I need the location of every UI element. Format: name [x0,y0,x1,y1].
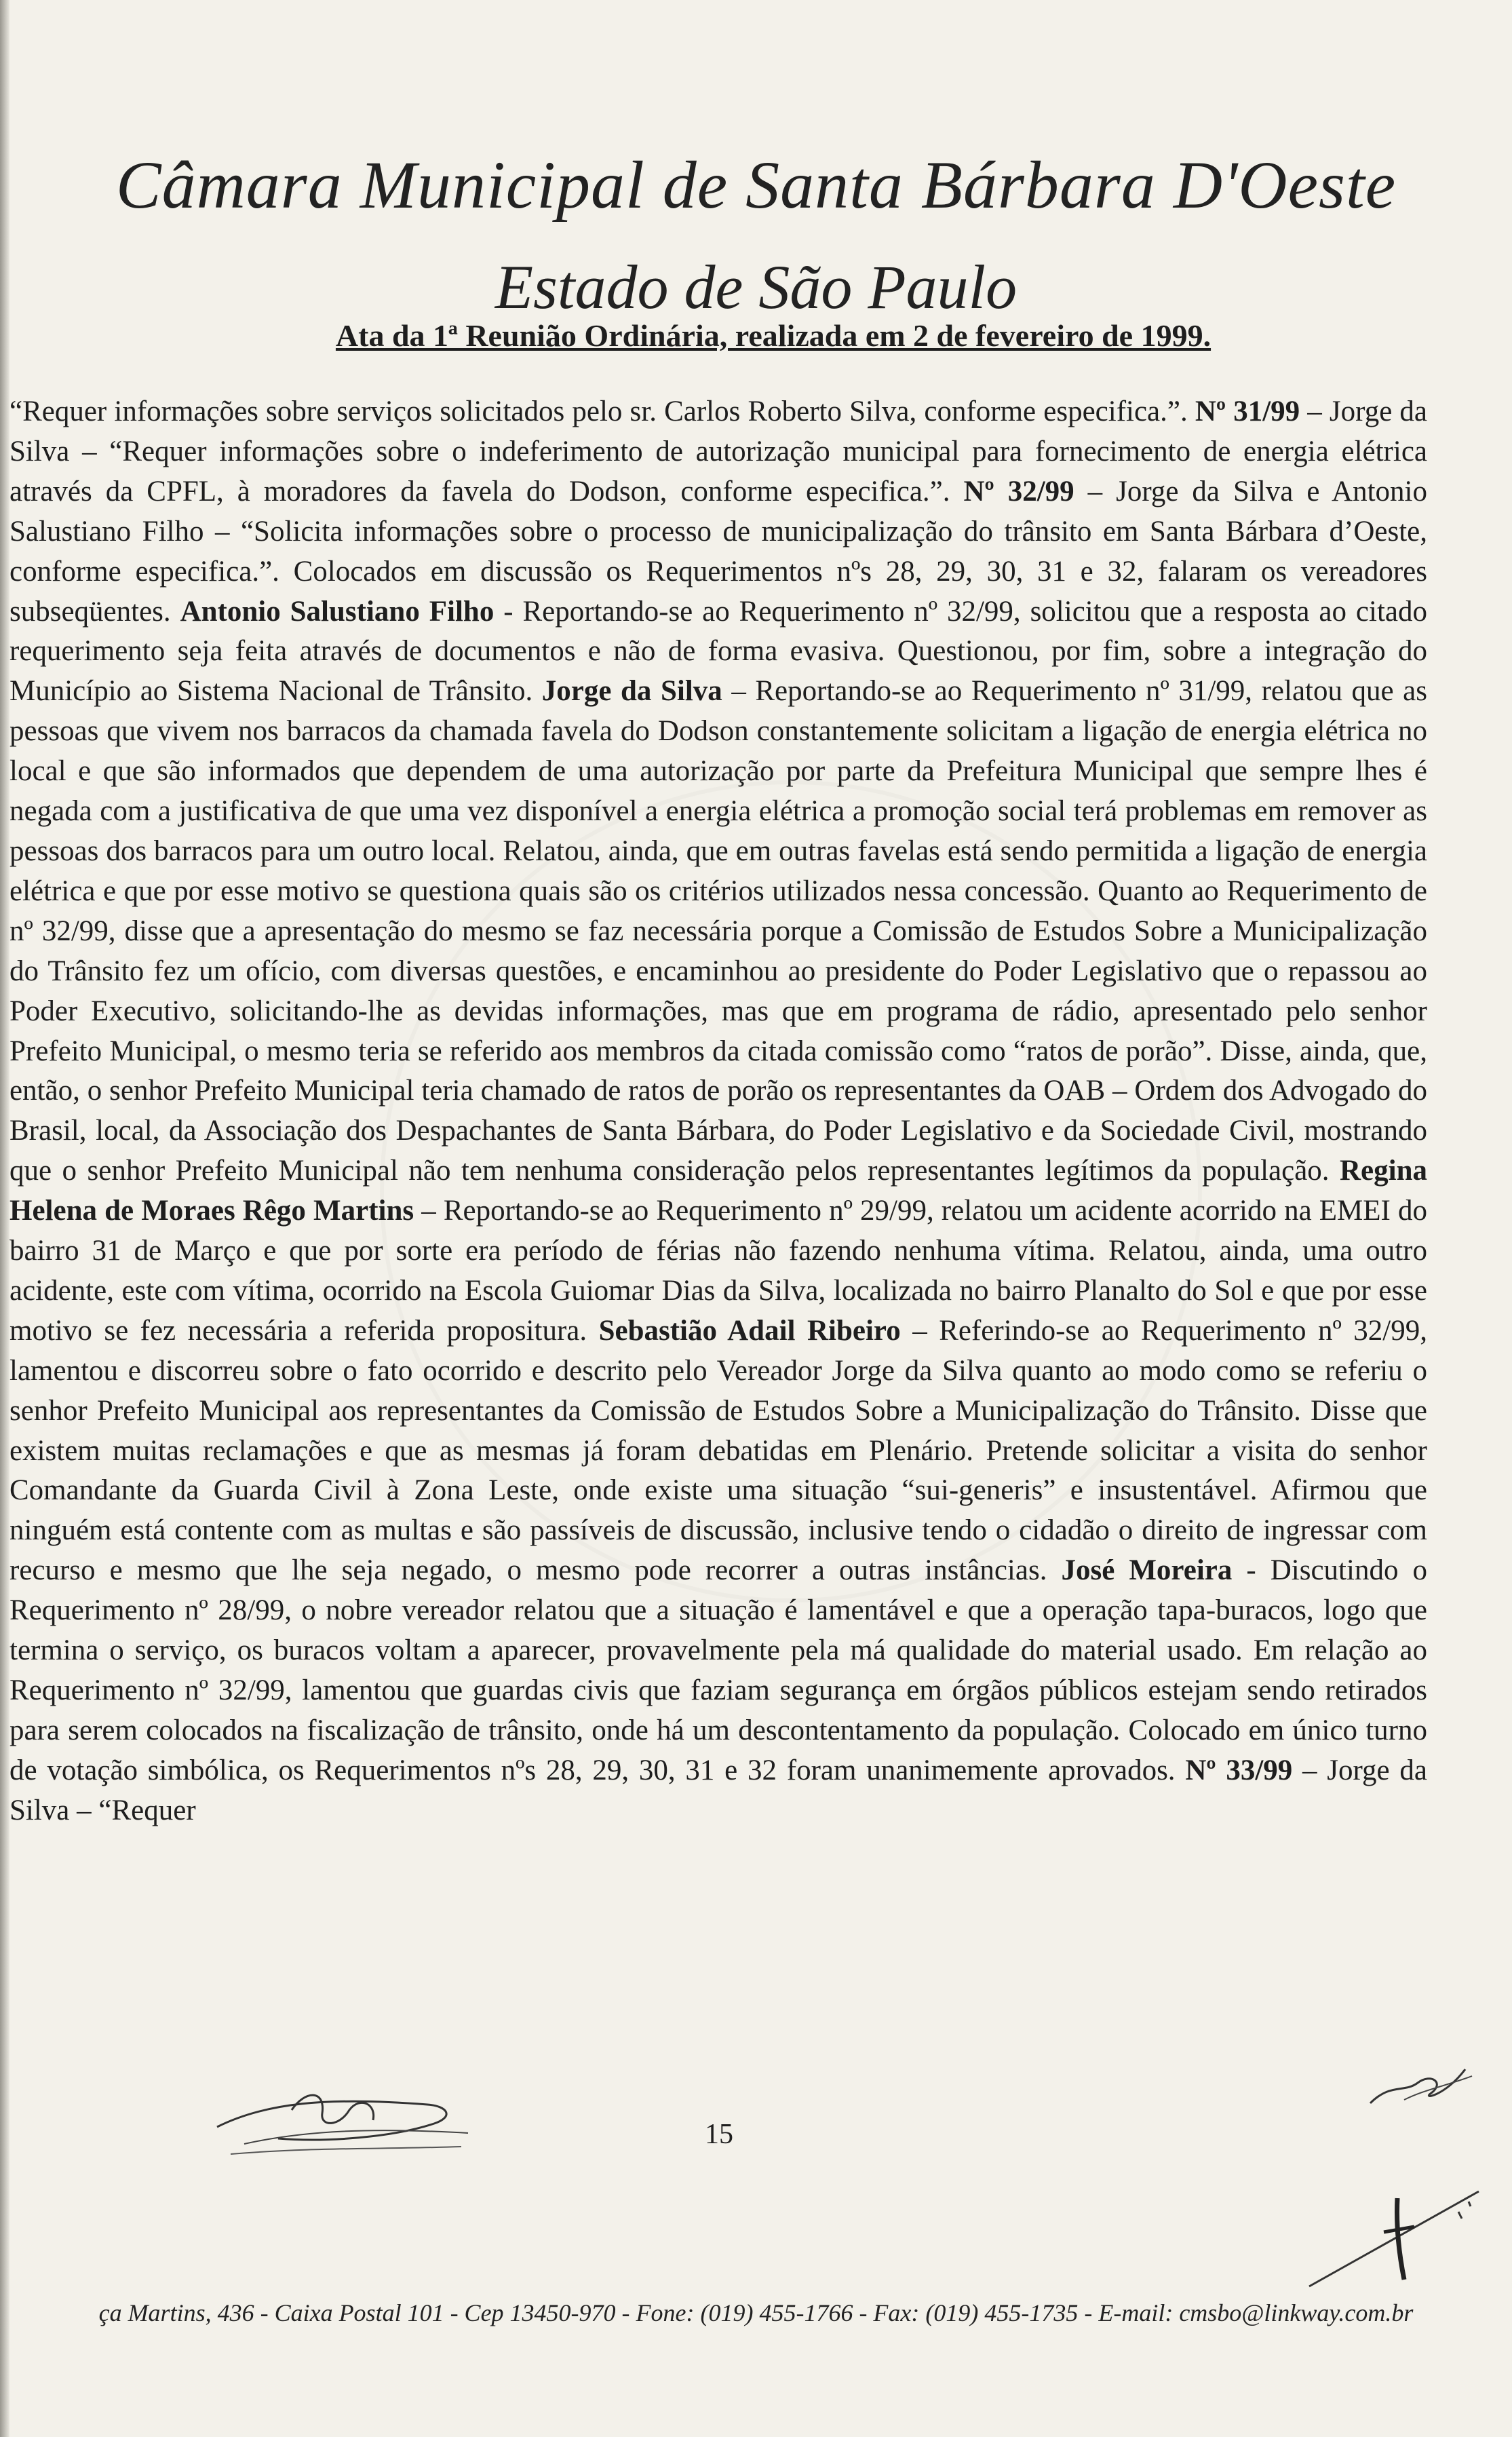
text-segment: – Jorge da Silva – “Requer informações sobre o indeferimento de autorização municipal para fornecimento de energia elétrica através da CPFL, à moradores da favela do Dodson, conforme especifica.”. [9,396,1428,507]
text-segment: - Discutindo o Requerimento nº 28/99, o nobre vereador relatou que a situação é lamentável e que a operação tapa-buracos, logo que termina o serviço, os buracos voltam a aparecer, provavelmente pela má qualidade do material usado. Em relação ao Requerimento nº 32/99, lamentou que guardas civis que faziam segurança em órgãos públicos estejam sendo retirados para serem colocados na fiscalização de trânsito, onde há um descontentamento da população. Colocado em único turno de votação simbólica, os Requerimentos nºs 28, 29, 30, 31 e 32 foram unanimemente aprovados. [9,1554,1427,1786]
minutes-body-text [9,392,1427,1831]
footer-contact-line: ça Martins, 436 - Caixa Postal 101 - Cep 13450-970 - Fone: (019) 455-1766 - Fax: (019) 455-1735 - E-mail: cmsbo@linkway.com.br [98,2299,1414,2326]
bold-text-segment: Nº 33/99 [1185,1754,1293,1786]
text-segment: “Requer informações sobre serviços solicitados pelo sr. Carlos Roberto Silva, conforme especifica.”. [9,396,1195,427]
text-segment: – Referindo-se ao Requerimento nº 32/99, lamentou e discorreu sobre o fato ocorrido e descrito pelo Vereador Jorge da Silva quanto ao modo como se referiu o senhor Prefeito Municipal aos representantes da Comissão de Estudos Sobre a Municipalização do Trânsito. Disse que existem muitas reclamações e que as mesmas já foram debatidas em Plenário. Pretende solicitar a visita do senhor Comandante da Guarda Civil à Zona Leste, onde existe uma situação “sui-generis” e insustentável. Afirmou que ninguém está contente com as multas e são passíveis de discussão, inclusive tendo o cidadão o direito de ingressar com recurso e mesmo que lhe seja negado, o mesmo pode recorrer a outras instâncias. [9,1314,1427,1587]
bold-text-segment: Jorge da Silva [541,675,722,708]
signature-left [203,2062,488,2164]
page-number: 15 [705,2119,733,2150]
scan-edge-shadow [0,0,9,2437]
text-segment: – Reportando-se ao Requerimento nº 31/99, relatou que as pessoas que vivem nos barracos da chamada favela do Dodson constantemente solicitam a ligação de energia elétrica no local e que são informados que dependem de uma autorização por parte da Prefeitura Municipal que sempre lhes é negada com a justificativa de que uma vez disponível a energia elétrica a promoção social terá problemas em remover as pessoas dos barracos para um outro local. Relatou, ainda, que em outras favelas está sendo permitida a ligação de energia elétrica e que por esse motivo se questiona quais são os critérios utilizados nessa concessão. Quanto ao Requerimento de nº 32/99, disse que a apresentação do mesmo se faz necessária porque a Comissão de Estudos Sobre a Municipalização do Trânsito fez um ofício, com diversas questões, e encaminhou ao presidente do Poder Legislativo que o repassou ao Poder Executivo, solicitando-lhe as devidas informações, mas que em programa de rádio, apresentado pelo senhor Prefeito Municipal, o mesmo teria se referido aos membros da citada comissão como “ratos de porão”. Disse, ainda, que, então, o senhor Prefeito Municipal teria chamado de ratos de porão os representantes da OAB – Ordem dos Advogado do Brasil, local, da Associação dos Despachantes de Santa Bárbara, do Poder Legislativo e da Sociedade Civil, mostrando que o senhor Prefeito Municipal não tem nenhuma consideração pelos representantes legítimos da população. [9,675,1427,1187]
initials-right [1363,2056,1479,2117]
text-segment: – Jorge da Silva – “Requer [9,1754,1427,1826]
bold-text-segment: Nº 32/99 [963,475,1074,507]
bold-text-segment: Antonio Salustiano Filho [180,595,495,628]
letterhead-state-name: Estado de São Paulo [495,252,1017,322]
bold-text-segment: Nº 31/99 [1195,396,1300,427]
minutes-title: Ata da 1ª Reunião Ordinária, realizada em 2 de fevereiro de 1999. [335,318,1211,353]
text-segment: – Jorge da Silva e Antonio Salustiano Filho – “Solicita informações sobre o processo de municipalização do trânsito em Santa Bárbara d’Oeste, conforme especifica.”. Colocados em discussão os Requerimentos nºs 28, 29, 30, 31 e 32, falaram os vereadores subseqüentes. [9,475,1427,628]
letterhead-chamber-name: Câmara Municipal de Santa Bárbara D'Oeste [115,147,1397,223]
bold-text-segment: Sebastião Adail Ribeiro [598,1314,901,1347]
text-segment: – Reportando-se ao Requerimento nº 29/99, relatou um acidente acorrido na EMEI do bairro 31 de Março e que por sorte era período de férias não fazendo nenhuma vítima. Relatou, ainda, uma outro acidente, este com vítima, ocorrido na Escola Guiomar Dias da Silva, localizada no bairro Planalto do Sol e que por esse motivo se fez necessária a referida propositura. [9,1195,1427,1347]
bold-text-segment: José Moreira [1061,1554,1233,1587]
bold-text-segment: Regina Helena de Moraes Rêgo Martins [9,1155,1427,1227]
text-segment: - Reportando-se ao Requerimento nº 32/99, solicitou que a resposta ao citado requerimento seja feita através de documentos e não de forma evasiva. Questionou, por fim, sobre a integração do Município ao Sistema Nacional de Trânsito. [9,595,1428,708]
signature-mark-right [1296,2171,1506,2293]
